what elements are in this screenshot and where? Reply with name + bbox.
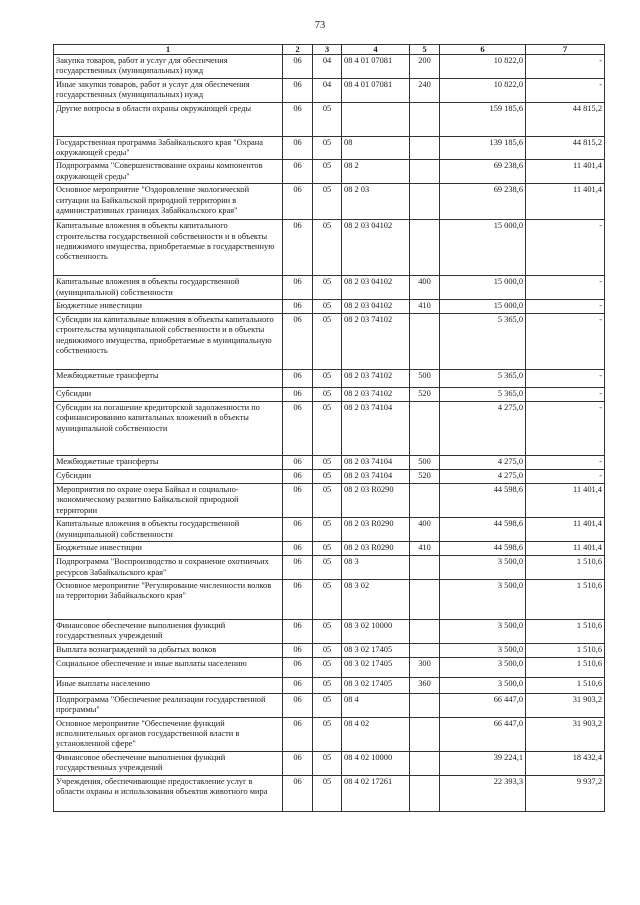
table-row [54, 370, 605, 388]
row-section: 06 [283, 775, 313, 811]
row-subsection: 05 [313, 693, 342, 717]
row-subsection: 05 [313, 370, 342, 388]
row-name: Закупка товаров, работ и услуг для обеспечения государственных (муниципальных) нужд [54, 55, 283, 79]
row-subsection: 05 [313, 300, 342, 314]
row-amount: 15 000,0 [440, 300, 526, 314]
row-target-code: 08 2 [342, 160, 410, 184]
table-row [54, 276, 605, 300]
row-amount: 39 224,1 [440, 751, 526, 775]
row-federal-amount: 44 815,2 [526, 102, 605, 136]
row-federal-amount: 1 510,6 [526, 677, 605, 693]
row-amount: 10 822,0 [440, 78, 526, 102]
row-amount: 159 185,6 [440, 102, 526, 136]
budget-table [53, 44, 605, 812]
row-federal-amount: 1 510,6 [526, 643, 605, 657]
row-name: Бюджетные инвестиции [54, 542, 283, 556]
table-row [54, 484, 605, 518]
row-subsection: 05 [313, 102, 342, 136]
row-federal-amount: - [526, 300, 605, 314]
row-expense-type [410, 220, 440, 276]
row-section: 06 [283, 470, 313, 484]
row-section: 06 [283, 276, 313, 300]
row-amount: 44 598,6 [440, 518, 526, 542]
row-subsection: 05 [313, 619, 342, 643]
row-name: Основное мероприятие "Оздоровление экологической ситуации на Байкальской природной территории в административных границах Забайкальского края" [54, 184, 283, 220]
row-subsection: 04 [313, 55, 342, 79]
table-row [54, 402, 605, 456]
row-section: 06 [283, 657, 313, 677]
row-federal-amount: 31 903,2 [526, 693, 605, 717]
row-amount: 15 000,0 [440, 276, 526, 300]
row-amount: 66 447,0 [440, 717, 526, 751]
table-row [54, 102, 605, 136]
row-amount: 5 365,0 [440, 370, 526, 388]
table-row [54, 619, 605, 643]
row-section: 06 [283, 136, 313, 160]
table-row [54, 160, 605, 184]
row-amount: 4 275,0 [440, 470, 526, 484]
row-name: Иные выплаты населению [54, 677, 283, 693]
table-row [54, 55, 605, 79]
row-amount: 3 500,0 [440, 677, 526, 693]
row-target-code: 08 4 02 [342, 717, 410, 751]
row-expense-type [410, 556, 440, 580]
row-name: Межбюджетные трансферты [54, 370, 283, 388]
row-section: 06 [283, 78, 313, 102]
row-target-code: 08 2 03 74102 [342, 314, 410, 370]
row-target-code: 08 2 03 74104 [342, 470, 410, 484]
row-target-code: 08 2 03 04102 [342, 220, 410, 276]
row-subsection: 05 [313, 456, 342, 470]
row-subsection: 05 [313, 276, 342, 300]
table-row [54, 717, 605, 751]
row-section: 06 [283, 388, 313, 402]
col-header-1: 1 [54, 45, 283, 55]
row-name: Субсидии [54, 388, 283, 402]
row-subsection: 05 [313, 402, 342, 456]
row-name: Бюджетные инвестиции [54, 300, 283, 314]
row-expense-type [410, 136, 440, 160]
row-subsection: 05 [313, 542, 342, 556]
row-section: 06 [283, 542, 313, 556]
table-row [54, 314, 605, 370]
row-expense-type [410, 619, 440, 643]
row-expense-type: 500 [410, 370, 440, 388]
row-target-code: 08 2 03 [342, 184, 410, 220]
row-federal-amount: - [526, 402, 605, 456]
col-header-7: 7 [526, 45, 605, 55]
row-target-code: 08 4 02 10000 [342, 751, 410, 775]
row-section: 06 [283, 677, 313, 693]
row-expense-type [410, 402, 440, 456]
row-name: Подпрограмма "Воспроизводство и сохранение охотничьих ресурсов Забайкальского края" [54, 556, 283, 580]
row-name: Финансовое обеспечение выполнения функций государственных учреждений [54, 619, 283, 643]
row-federal-amount: 1 510,6 [526, 619, 605, 643]
row-amount: 44 598,6 [440, 542, 526, 556]
table-row [54, 220, 605, 276]
row-section: 06 [283, 751, 313, 775]
row-subsection: 05 [313, 556, 342, 580]
row-federal-amount: 11 401,4 [526, 160, 605, 184]
row-expense-type [410, 184, 440, 220]
row-name: Подпрограмма "Совершенствование охраны компонентов окружающей среды" [54, 160, 283, 184]
table-row [54, 751, 605, 775]
row-section: 06 [283, 518, 313, 542]
row-target-code: 08 4 02 17261 [342, 775, 410, 811]
row-name: Капитальные вложения в объекты государственной (муниципальной) собственности [54, 518, 283, 542]
row-section: 06 [283, 619, 313, 643]
table-row [54, 677, 605, 693]
row-expense-type [410, 102, 440, 136]
header-row [54, 45, 605, 55]
row-federal-amount: 31 903,2 [526, 717, 605, 751]
row-section: 06 [283, 402, 313, 456]
col-header-4: 4 [342, 45, 410, 55]
row-expense-type [410, 579, 440, 619]
row-federal-amount: - [526, 55, 605, 79]
row-subsection: 04 [313, 78, 342, 102]
row-amount: 139 185,6 [440, 136, 526, 160]
row-expense-type [410, 160, 440, 184]
row-section: 06 [283, 184, 313, 220]
table-row [54, 579, 605, 619]
row-section: 06 [283, 484, 313, 518]
row-amount: 22 393,3 [440, 775, 526, 811]
row-expense-type: 410 [410, 300, 440, 314]
row-target-code: 08 2 03 04102 [342, 276, 410, 300]
row-subsection: 05 [313, 643, 342, 657]
row-subsection: 05 [313, 579, 342, 619]
row-name: Иные закупки товаров, работ и услуг для обеспечения государственных (муниципальных) нужд [54, 78, 283, 102]
row-expense-type: 300 [410, 657, 440, 677]
row-subsection: 05 [313, 484, 342, 518]
row-target-code: 08 2 03 04102 [342, 300, 410, 314]
col-header-2: 2 [283, 45, 313, 55]
row-federal-amount: - [526, 314, 605, 370]
table-row [54, 136, 605, 160]
row-amount: 4 275,0 [440, 402, 526, 456]
row-federal-amount: 1 510,6 [526, 579, 605, 619]
row-section: 06 [283, 55, 313, 79]
row-target-code: 08 2 03 74102 [342, 370, 410, 388]
row-federal-amount: - [526, 388, 605, 402]
row-name: Учреждения, обеспечивающие предоставление услуг в области охраны и использования объектов животного мира [54, 775, 283, 811]
row-target-code: 08 [342, 136, 410, 160]
row-target-code: 08 3 02 17405 [342, 657, 410, 677]
row-expense-type [410, 484, 440, 518]
row-section: 06 [283, 220, 313, 276]
row-target-code: 08 3 02 17405 [342, 677, 410, 693]
row-federal-amount: - [526, 78, 605, 102]
row-subsection: 05 [313, 518, 342, 542]
row-expense-type [410, 717, 440, 751]
row-amount: 5 365,0 [440, 388, 526, 402]
row-name: Капитальные вложения в объекты государственной (муниципальной) собственности [54, 276, 283, 300]
table-row [54, 470, 605, 484]
row-expense-type: 360 [410, 677, 440, 693]
row-target-code: 08 4 01 07081 [342, 55, 410, 79]
row-amount: 3 500,0 [440, 579, 526, 619]
row-name: Основное мероприятие "Регулирование численности волков на территории Забайкальского края" [54, 579, 283, 619]
row-target-code [342, 102, 410, 136]
row-expense-type: 520 [410, 388, 440, 402]
row-expense-type [410, 751, 440, 775]
row-amount: 66 447,0 [440, 693, 526, 717]
row-subsection: 05 [313, 388, 342, 402]
row-name: Капитальные вложения в объекты капитального строительства государственной собственности и в объекты недвижимого имущества, приобретаемые в государственную собственность [54, 220, 283, 276]
row-section: 06 [283, 693, 313, 717]
row-federal-amount: 9 937,2 [526, 775, 605, 811]
row-expense-type: 240 [410, 78, 440, 102]
row-section: 06 [283, 300, 313, 314]
row-name: Субсидии на капитальные вложения в объекты капитального строительства муниципальной собственности и в объекты недвижимого имущества, приобретаемые в муниципальную собственность [54, 314, 283, 370]
table-row [54, 456, 605, 470]
row-amount: 5 365,0 [440, 314, 526, 370]
table-row [54, 693, 605, 717]
row-name: Мероприятия по охране озера Байкал и социально-экономическому развитию Байкальской природной территории [54, 484, 283, 518]
row-amount: 3 500,0 [440, 619, 526, 643]
table-row [54, 775, 605, 811]
row-subsection: 05 [313, 314, 342, 370]
row-subsection: 05 [313, 775, 342, 811]
row-amount: 10 822,0 [440, 55, 526, 79]
col-header-3: 3 [313, 45, 342, 55]
table-row [54, 388, 605, 402]
row-target-code: 08 2 03 R0290 [342, 518, 410, 542]
table-row [54, 300, 605, 314]
row-target-code: 08 3 [342, 556, 410, 580]
row-federal-amount: - [526, 220, 605, 276]
row-target-code: 08 2 03 74104 [342, 402, 410, 456]
row-section: 06 [283, 314, 313, 370]
row-expense-type: 500 [410, 456, 440, 470]
row-subsection: 05 [313, 184, 342, 220]
page-number: 73 [314, 20, 326, 31]
row-target-code: 08 2 03 R0290 [342, 542, 410, 556]
row-section: 06 [283, 643, 313, 657]
row-federal-amount: 1 510,6 [526, 556, 605, 580]
row-name: Государственная программа Забайкальского края "Охрана окружающей среды" [54, 136, 283, 160]
row-expense-type: 200 [410, 55, 440, 79]
table-row [54, 542, 605, 556]
row-amount: 4 275,0 [440, 456, 526, 470]
row-federal-amount: - [526, 470, 605, 484]
col-header-5: 5 [410, 45, 440, 55]
row-subsection: 05 [313, 220, 342, 276]
row-amount: 69 238,6 [440, 184, 526, 220]
table-row [54, 643, 605, 657]
row-federal-amount: - [526, 370, 605, 388]
row-section: 06 [283, 556, 313, 580]
row-section: 06 [283, 102, 313, 136]
row-section: 06 [283, 579, 313, 619]
row-amount: 3 500,0 [440, 556, 526, 580]
row-federal-amount: 11 401,4 [526, 484, 605, 518]
row-federal-amount: 11 401,4 [526, 184, 605, 220]
row-name: Подпрограмма "Обеспечение реализации государственной программы" [54, 693, 283, 717]
row-target-code: 08 3 02 17405 [342, 643, 410, 657]
row-target-code: 08 4 [342, 693, 410, 717]
row-subsection: 05 [313, 657, 342, 677]
row-subsection: 05 [313, 136, 342, 160]
row-section: 06 [283, 370, 313, 388]
row-amount: 3 500,0 [440, 643, 526, 657]
row-amount: 3 500,0 [440, 657, 526, 677]
row-target-code: 08 2 03 R0290 [342, 484, 410, 518]
row-section: 06 [283, 717, 313, 751]
row-name: Финансовое обеспечение выполнения функций государственных учреждений [54, 751, 283, 775]
row-target-code: 08 2 03 74104 [342, 456, 410, 470]
table-row [54, 184, 605, 220]
row-name: Социальное обеспечение и иные выплаты населению [54, 657, 283, 677]
row-subsection: 05 [313, 160, 342, 184]
row-expense-type [410, 643, 440, 657]
row-expense-type [410, 775, 440, 811]
table-row [54, 78, 605, 102]
row-name: Выплата вознаграждений за добытых волков [54, 643, 283, 657]
row-subsection: 05 [313, 677, 342, 693]
row-federal-amount: - [526, 456, 605, 470]
row-subsection: 05 [313, 470, 342, 484]
row-expense-type: 520 [410, 470, 440, 484]
row-name: Субсидии на погашение кредиторской задолженности по софинансированию капитальных вложений в объекты муниципальной собственности [54, 402, 283, 456]
table-row [54, 556, 605, 580]
row-amount: 69 238,6 [440, 160, 526, 184]
row-amount: 15 000,0 [440, 220, 526, 276]
table-row [54, 657, 605, 677]
col-header-6: 6 [440, 45, 526, 55]
row-target-code: 08 4 01 07081 [342, 78, 410, 102]
row-target-code: 08 2 03 74102 [342, 388, 410, 402]
row-section: 06 [283, 456, 313, 470]
row-target-code: 08 3 02 10000 [342, 619, 410, 643]
row-expense-type: 410 [410, 542, 440, 556]
row-expense-type: 400 [410, 518, 440, 542]
row-section: 06 [283, 160, 313, 184]
row-expense-type [410, 314, 440, 370]
row-amount: 44 598,6 [440, 484, 526, 518]
row-subsection: 05 [313, 751, 342, 775]
row-federal-amount: 1 510,6 [526, 657, 605, 677]
row-federal-amount: 11 401,4 [526, 542, 605, 556]
table-row [54, 518, 605, 542]
row-subsection: 05 [313, 717, 342, 751]
row-expense-type [410, 693, 440, 717]
row-name: Межбюджетные трансферты [54, 456, 283, 470]
row-name: Субсидии [54, 470, 283, 484]
row-target-code: 08 3 02 [342, 579, 410, 619]
row-federal-amount: - [526, 276, 605, 300]
row-federal-amount: 11 401,4 [526, 518, 605, 542]
row-name: Другие вопросы в области охраны окружающей среды [54, 102, 283, 136]
row-federal-amount: 44 815,2 [526, 136, 605, 160]
row-expense-type: 400 [410, 276, 440, 300]
row-federal-amount: 18 432,4 [526, 751, 605, 775]
row-name: Основное мероприятие "Обеспечение функций исполнительных органов государственной власти в установленной сфере" [54, 717, 283, 751]
